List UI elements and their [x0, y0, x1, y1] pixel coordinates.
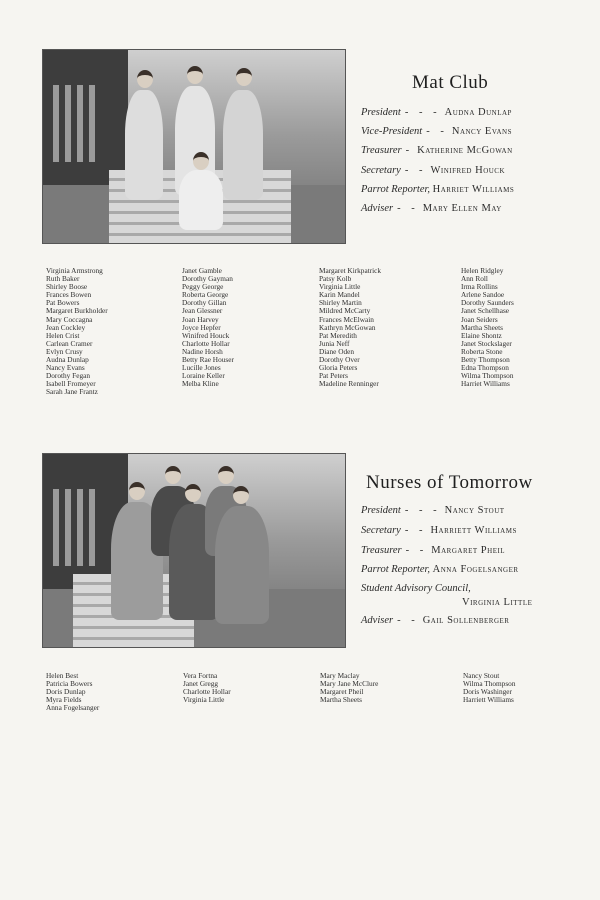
- roster-name: Mildred McCarty: [319, 306, 371, 316]
- roster-name: Margaret Burkholder: [46, 306, 108, 316]
- mat-club-roster-col-3: [319, 267, 381, 388]
- roster-name: Elaine Shontz: [461, 330, 502, 340]
- roster-name: Harriet Williams: [461, 379, 510, 389]
- roster-name: Winifred Houck: [182, 330, 230, 340]
- nurses-parrot-reporter: Parrot Reporter, Anna Fogelsanger: [361, 564, 519, 575]
- roster-name: Martha Sheets: [320, 695, 362, 705]
- roster-name: Roberta George: [182, 290, 229, 300]
- roster-name: Patsy Kolb: [319, 274, 352, 284]
- mat-club-adviser: Adviser - - Mary Ellen May: [361, 203, 502, 214]
- roster-name: Margaret Kirkpatrick: [319, 266, 382, 275]
- roster-name: Carlean Cramer: [46, 338, 93, 348]
- roster-name: Virginia Little: [183, 695, 225, 705]
- nurses-secretary: Secretary - - Harriett Williams: [361, 525, 517, 536]
- nurses-treasurer: Treasurer - - Margaret Pheil: [361, 545, 506, 556]
- roster-name: Frances McElwain: [319, 314, 374, 324]
- roster-name: Dorothy Saunders: [461, 298, 514, 308]
- roster-name: Sarah Jane Frantz: [46, 387, 98, 397]
- mat-club-roster-col-2: [182, 267, 234, 388]
- roster-name: Joan Harvey: [182, 314, 219, 324]
- roster-name: Melba Kline: [182, 379, 219, 389]
- roster-name: Dorothy Gillan: [182, 298, 227, 308]
- nurses-council-name: Virginia Little: [462, 597, 533, 608]
- mat-club-vice-president: Vice-President - - Nancy Evans: [361, 126, 512, 137]
- roster-name: Betty Rae Houser: [182, 355, 234, 365]
- roster-name: Vera Fortna: [183, 671, 218, 680]
- roster-name: Madeline Renninger: [319, 379, 379, 389]
- roster-name: Roberta Stone: [461, 346, 503, 356]
- nurses-president: President - - - Nancy Stout: [361, 505, 505, 516]
- roster-name: Isabell Fromeyer: [46, 379, 96, 389]
- roster-name: Doris Washinger: [463, 687, 512, 697]
- roster-name: Janet Schellhase: [461, 306, 510, 316]
- roster-name: Joyce Hepfer: [182, 322, 221, 332]
- nurses-roster-col-3: [320, 672, 378, 704]
- roster-name: Virginia Armstrong: [46, 266, 103, 275]
- roster-name: Edna Thompson: [461, 363, 509, 373]
- roster-name: Irma Rollins: [461, 282, 498, 292]
- roster-name: Evlyn Crusy: [46, 346, 83, 356]
- roster-name: Kathryn McGowan: [319, 322, 376, 332]
- roster-name: Loraine Keller: [182, 371, 225, 381]
- roster-name: Janet Gamble: [182, 266, 222, 275]
- roster-name: Pat Meredith: [319, 330, 357, 340]
- mat-club-president: President - - - Audna Dunlap: [361, 107, 512, 118]
- roster-name: Jean Cockley: [46, 322, 86, 332]
- roster-name: Helen Ridgley: [461, 266, 504, 275]
- roster-name: Mary Coccagna: [46, 314, 93, 324]
- roster-name: Doris Dunlap: [46, 687, 86, 697]
- roster-name: Dorothy Gayman: [182, 274, 233, 284]
- mat-club-treasurer: Treasurer - Katherine McGowan: [361, 145, 513, 156]
- roster-name: Helen Best: [46, 671, 79, 680]
- roster-name: Martha Sheets: [461, 322, 503, 332]
- roster-name: Ruth Baker: [46, 274, 80, 284]
- roster-name: Junia Neff: [319, 338, 350, 348]
- nurses-roster-col-4: [463, 672, 515, 704]
- roster-name: Karin Mandel: [319, 290, 360, 300]
- nurses-roster-col-2: [183, 672, 231, 704]
- roster-name: Charlotte Hollar: [183, 687, 231, 697]
- roster-name: Peggy George: [182, 282, 224, 292]
- roster-name: Joan Seiders: [461, 314, 498, 324]
- nurses-roster-col-1: [46, 672, 99, 712]
- roster-name: Anna Fogelsanger: [46, 703, 100, 713]
- roster-name: Arlene Sandoe: [461, 290, 505, 300]
- roster-name: Wilma Thompson: [461, 371, 514, 381]
- roster-name: Janet Gregg: [183, 679, 219, 689]
- mat-club-parrot-reporter: Parrot Reporter, Harriet Williams: [361, 184, 515, 195]
- roster-name: Patricia Bowers: [46, 679, 93, 689]
- roster-name: Lucille Jones: [182, 363, 221, 373]
- roster-name: Nancy Evans: [46, 363, 85, 373]
- roster-name: Nancy Stout: [463, 671, 500, 680]
- roster-name: Audna Dunlap: [46, 355, 89, 365]
- nurses-adviser: Adviser - - Gail Sollenberger: [361, 615, 510, 626]
- roster-name: Mary Jane McClure: [320, 679, 379, 689]
- roster-name: Myra Fields: [46, 695, 82, 705]
- roster-name: Virginia Little: [319, 282, 361, 292]
- roster-name: Jean Glessner: [182, 306, 223, 316]
- roster-name: Frances Bowen: [46, 290, 92, 300]
- roster-name: Dorothy Fegan: [46, 371, 90, 381]
- roster-name: Margaret Pheil: [320, 687, 364, 697]
- nurses-title: Nurses of Tomorrow: [366, 472, 533, 493]
- roster-name: Dorothy Over: [319, 355, 360, 365]
- nurses-student-advisory-council: Student Advisory Council,: [361, 583, 471, 594]
- roster-name: Shirley Boose: [46, 282, 88, 292]
- roster-name: Betty Thompson: [461, 355, 510, 365]
- mat-club-roster-col-1: [46, 267, 108, 397]
- roster-name: Diane Oden: [319, 346, 355, 356]
- roster-name: Pat Bowers: [46, 298, 80, 308]
- roster-name: Mary Maclay: [320, 671, 360, 680]
- roster-name: Gloria Peters: [319, 363, 358, 373]
- roster-name: Harriett Williams: [463, 695, 514, 705]
- roster-name: Wilma Thompson: [463, 679, 516, 689]
- roster-name: Janet Stockslager: [461, 338, 512, 348]
- mat-club-title: Mat Club: [412, 72, 489, 93]
- mat-club-roster-col-4: [461, 267, 514, 388]
- mat-club-secretary: Secretary - - Winifred Houck: [361, 165, 506, 176]
- mat-club-photo: [42, 49, 346, 244]
- roster-name: Helen Crist: [46, 330, 80, 340]
- nurses-photo: [42, 453, 346, 648]
- roster-name: Pat Peters: [319, 371, 348, 381]
- roster-name: Nadine Horsh: [182, 346, 223, 356]
- roster-name: Ann Roll: [461, 274, 488, 284]
- roster-name: Shirley Martin: [319, 298, 362, 308]
- roster-name: Charlotte Hollar: [182, 338, 230, 348]
